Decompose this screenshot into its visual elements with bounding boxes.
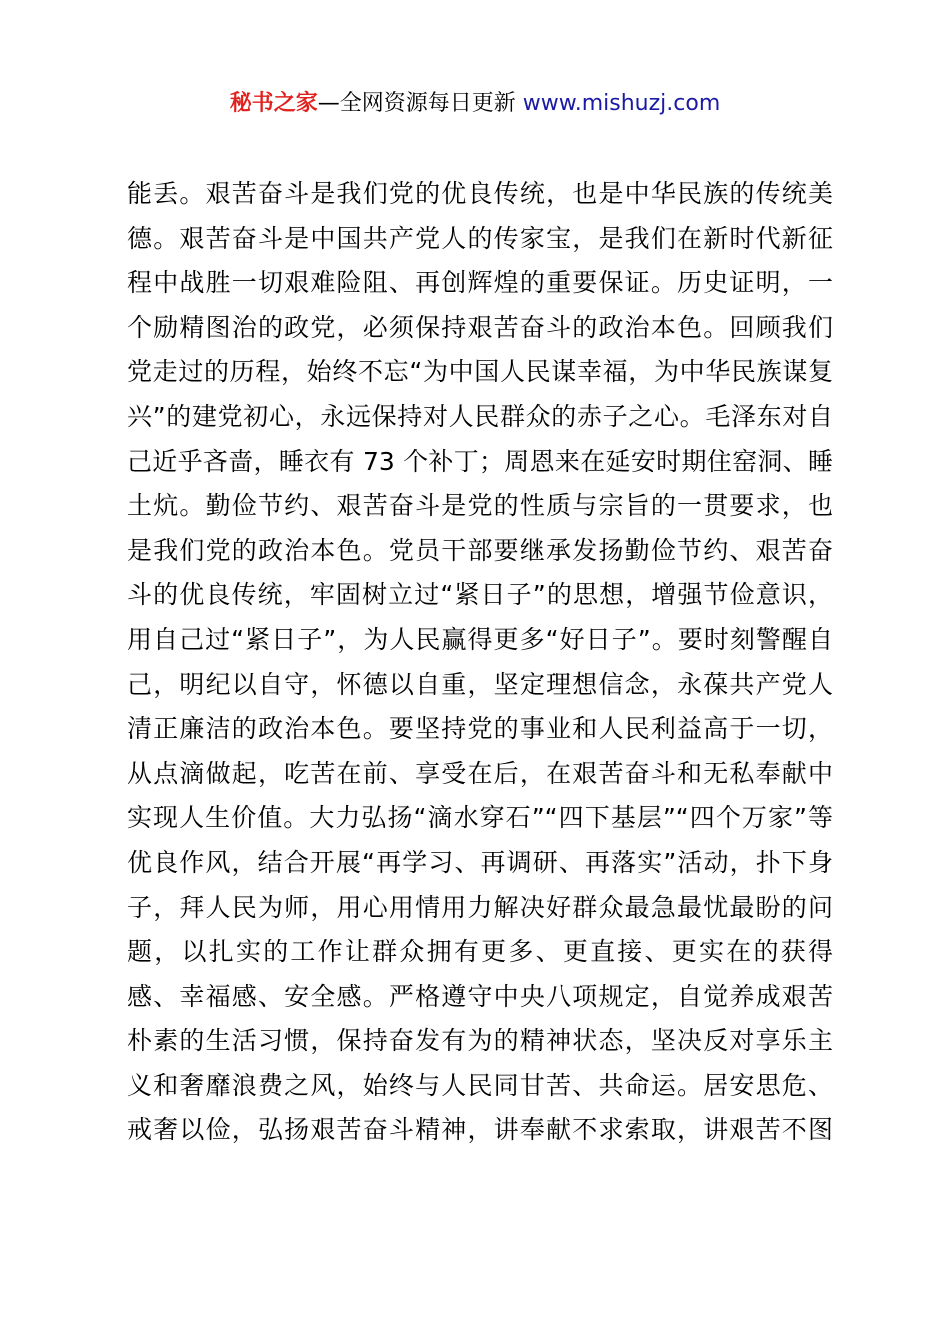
text-line: 斗的优良传统，牢固树立过“紧日子”的思想，增强节俭意识， xyxy=(127,580,833,610)
text-line: 朴素的生活习惯，保持奋发有为的精神状态，坚决反对享乐主 xyxy=(127,1026,833,1056)
text-line: 从点滴做起，吃苦在前、享受在后，在艰苦奋斗和无私奉献中 xyxy=(127,758,833,788)
text-line: 己近乎吝啬，睡衣有 73 个补丁；周恩来在延安时期住窑洞、睡 xyxy=(127,446,833,476)
text-line: 德。艰苦奋斗是中国共产党人的传家宝，是我们在新时代新征 xyxy=(127,223,833,253)
text-line: 优良作风，结合开展“再学习、再调研、再落实”活动，扑下身 xyxy=(127,847,833,877)
text-line: 戒奢以俭，弘扬艰苦奋斗精神，讲奉献不求索取，讲艰苦不图 xyxy=(127,1115,833,1145)
text-line: 实现人生价值。大力弘扬“滴水穿石”“四下基层”“四个万家”等 xyxy=(127,803,833,833)
text-line: 义和奢靡浪费之风，始终与人民同甘苦、共命运。居安思危、 xyxy=(127,1070,833,1100)
text-line: 感、幸福感、安全感。严格遵守中央八项规定，自觉养成艰苦 xyxy=(127,981,833,1011)
text-line: 是我们党的政治本色。党员干部要继承发扬勤俭节约、艰苦奋 xyxy=(127,535,833,565)
page-header xyxy=(0,88,950,120)
text-line: 能丢。艰苦奋斗是我们党的优良传统，也是中华民族的传统美 xyxy=(127,179,833,208)
text-line: 个励精图治的政党，必须保持艰苦奋斗的政治本色。回顾我们 xyxy=(127,312,833,342)
text-line: 题，以扎实的工作让群众拥有更多、更直接、更实在的获得 xyxy=(127,937,833,967)
text-line: 兴”的建党初心，永远保持对人民群众的赤子之心。毛泽东对自 xyxy=(127,401,833,431)
text-line: 土炕。勤俭节约、艰苦奋斗是党的性质与宗旨的一贯要求，也 xyxy=(127,491,833,521)
site-url-link[interactable]: www.mishuzj.com xyxy=(522,91,721,116)
site-tagline: —全网资源每日更新 xyxy=(317,91,523,116)
text-line: 用自己过“紧日子”，为人民赢得更多“好日子”。要时刻警醒自 xyxy=(127,624,833,654)
text-line: 程中战胜一切艰难险阻、再创辉煌的重要保证。历史证明，一 xyxy=(127,268,833,298)
text-line: 党走过的历程，始终不忘“为中国人民谋幸福，为中华民族谋复 xyxy=(127,357,833,387)
site-brand: 秘书之家 xyxy=(229,91,318,116)
text-line: 子，拜人民为师，用心用情用力解决好群众最急最忧最盼的问 xyxy=(127,892,833,922)
document-body xyxy=(127,172,833,1153)
text-line: 己，明纪以自守，怀德以自重，坚定理想信念，永葆共产党人 xyxy=(127,669,833,699)
text-line: 清正廉洁的政治本色。要坚持党的事业和人民利益高于一切， xyxy=(127,714,833,744)
